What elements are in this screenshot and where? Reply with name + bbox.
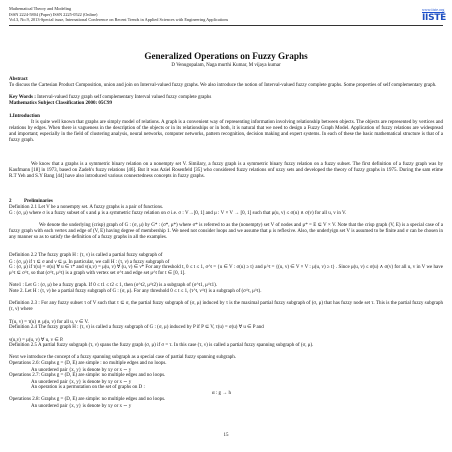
operations-2-7-map: α : g → h [212,391,232,396]
journal-website-link[interactable]: www.iiste.org [422,7,445,12]
definition-2-2: Definition 2.2 The fuzzy graph H : (τ, ν) is called a partial fuzzy subgraph of [9,253,163,258]
page-number: 15 [223,433,229,438]
iiste-logo: IISTE [422,13,446,23]
operations-2-7: Operations 2.7: Graphs g = (D, E) are simple: no multiple edges and no loops. [9,373,166,378]
definition-2-3: Definition 2.3 : For any fuzzy subset τ of V such that τ ⊆ σ, the partial fuzzy subgraph of (σ, μ) induced by τ is the maximal partial fuzzy subgraph of (σ, μ) that has fuzzy node set τ. This is the partial fuzzy subgraph (τ, ν) where [9,301,443,312]
abstract-heading: Abstract [9,77,28,82]
definition-2-5-note: Next we introduce the concept of a fuzzy spanning subgraph as a special case of partial fuzzy spanning subgraph. [9,355,237,360]
operations-2-7-permutation: An operation is a permutation on the set of graphs on D : [31,385,145,390]
definition-2-1-body: G : (σ, μ) where σ is a fuzzy subset of s and μ is a symmetric fuzzy relation on σ i.e. σ : V→[0, 1] and μ : V × V → [0, 1] such that μ(u, v) ≤ σ(u) ∧ σ(v) for all u, v in V. [9,211,347,216]
definition-2-4-formula: ν(u,v) = μ(u, v) ∀ u, v ∈ P. [9,338,64,343]
publisher-logo [422,7,446,23]
definition-2-4: Definition 2.4 The fuzzy graph H : (τ, ν) is called a fuzzy subgraph of G : (σ, μ) induced by P if P ⊆ V, τ(u) = σ(u) ∀ u ∈ P and [9,325,264,330]
journal-volume: Vol.3, No.9, 2013-Special issue, International Conference on Recent Trends in Applied Sciences with Engineering Applications [9,17,229,22]
note-1: Note1 : Let G : (σ, μ) be a fuzzy graph. If 0 ≤ t1 ≤ t2 ≤ 1, then (σ^t2, μ^t2) is a subgraph of (σ^t1, μ^t1). [9,283,218,288]
preliminaries-heading: 2 Preliminaries [9,199,53,204]
definition-2-2-threshold: G : (σ, μ) if τ(u) = σ(u) ∀ u ∈ τ* and ν(u,v) = μ(u, v) ∀ (u, v) ∈ ν* For any threshold t, 0 ≤ t ≤ 1, σ^t = {u ∈ V : σ(u) ≥ t} and μ^t = {(u, v) ∈ V × V : μ(u, v) ≥ t} . Since μ(u, v) ≤ σ(u) ∧ σ(v) for all u, v in V we have μ^t ⊆ σ^t, so that (σ^t, μ^t) is a graph with vertex set σ^t and edge set μ^t for t ∈ [0, 1]. [9,265,443,276]
operations-2-7-pair: An unordered pair {x, y} is denote by xy or x ∼ y [31,380,132,385]
journal-name: Mathematical Theory and Modeling [9,6,72,11]
operations-2-6-pair: An unordered pair {x, y} is denote by xy or x ∼ y [31,368,132,373]
intro-paragraph-1: It is quite well known that graphs are simply model of relations. A graph is a convenient way of representing information involving relationship between objects. The objects are represented by vertices and relations by edges. When there is vagueness in the description of the objects or in its relationships or in both, it is natural that we need to design a Fuzzy Graph Model. Application of fuzzy relations are widespread and important; especially in the field of clustering analysis, neural networks, computer networks, pattern recognition, decision making and expert systems. In each of these the basic mathematical structure is that of a fuzzy graph. [9,120,443,143]
msc-line: Mathematics Subject Classification 2000: 05C99 [9,101,113,106]
definition-2-2-body: G : (σ, μ) if τ ⊆ σ and ν ⊆ μ. In particular, we call H : (τ, ν) a fuzzy subgraph of [9,260,170,265]
abstract-text: To discuss the Cartesian Product Composition, union and join on Interval-valued fuzzy graphs. We also introduce the notion of Interval-valued fuzzy complete graphs. Some properties of self complementary graph. [9,83,437,88]
keywords-line [9,95,211,100]
journal-issn: ISSN 2224-5804 (Paper) ISSN 2225-0522 (Online) [9,11,98,17]
definition-2-5: Definition 2.5 A partial fuzzy subgraph (τ, ν) spans the fuzzy graph (σ, μ) if σ = τ. In this case (τ, ν) is called a partial fuzzy spanning subgraph of (σ, μ). [9,343,314,348]
header-rule [9,25,443,26]
operations-2-8: Operations 2.8: Graphs g = (D, E) are simple: no multiple edges and no loops. [9,397,166,402]
keywords-label: Key Words : [9,95,36,100]
operations-2-8-pair: An unordered pair {x, y} is denote by xy or x ∼ y [31,404,132,409]
paper-title: Generalized Operations on Fuzzy Graphs [144,51,308,61]
operations-2-6: Operations 2.6: Graphs g = (D, E) are simple : no multiple edges and no loops. [9,361,167,366]
paper-authors: D Venugopalam, Naga murthi Kumar, M vijaya kumar [171,63,281,68]
intro-paragraph-2: We know that a graphs is a symmetric binary relation on a nonempty set V. Similary, a fuzzy graph is a symmetric binary fuzzy relation on a fuzzy subset. The first definition of a fuzzy graph was by Kaufmann [18] in 1973, based on Zadeh's fuzzy relations [46]. But it was Aziel Rosenfeld [35] who considered fuzzy relations onf uzzy sets and developed the theory of fuzzy graphs in 1975. During the sam etime R.T Yeh and S.Y Bang [44] have also introduced various connectedness concepts in fuzzy graphs. [9,162,443,179]
intro-heading: 1.Introduction [9,114,40,119]
keywords-text: Interval-valued fuzzy graph self complementary Interval valued fuzzy complete graphs [35,95,212,100]
definition-2-1-note: We denote the underlying (crisp) graph of G : (σ, μ) by G* : (σ*, μ*) where σ* is referred to as the (nonempty) set V of nodes and μ* = E ⊆ V × V. Note that the crisp graph (V, E) is a special case of a fuzzy graph with each vertex and edge of (V, E) having degree of membership 1. We need not consider loops and we assume that μ is reflexive. Also, the underlyign set V is assumed to be finite and σ can be chosen in any manner so as to satisfy the definition of a fuzzy graphs in all the examples. [9,223,443,240]
definition-2-1: Definition 2.1 Let V be a nonempty set. A fuzzy graphs is a pair of functions. [9,205,164,210]
note-2: Note 2. Let H : (τ, ν) be a partial fuzzy subgraph of G : (σ, μ). For any threshold 0 ≤ t ≤ 1, (τ^t, ν^t) is a subgraph of (σ^t, μ^t). [9,289,262,294]
definition-2-3-formula: T(u, v) = τ(u) ∧ μ(u, v) for all u, v ∈ V. [9,320,89,325]
